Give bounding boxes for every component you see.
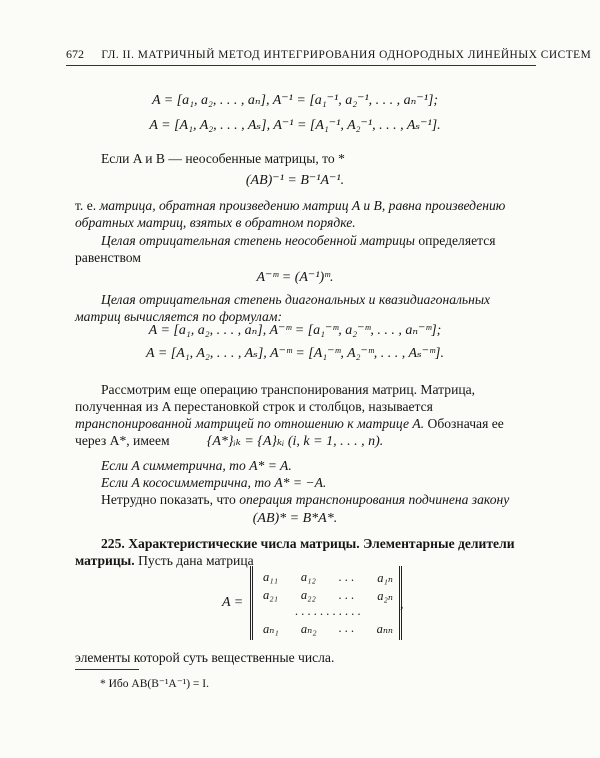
matrix-cell: . . .: [338, 588, 355, 602]
symmetric-text: Если A симметрична, то A* = A.: [101, 458, 292, 473]
inverse-product-statement: матрица, обратная произведению матриц A и B, равна произведению обратных матриц, взятых в обратном порядке.: [75, 198, 506, 230]
diagonal-statement: Целая отрицательная степень диагональных и квазидиагональных матриц вычисляется по формулам:: [75, 292, 491, 324]
symmetric-line: [75, 457, 527, 474]
transpose-text: Рассмотрим еще операцию транспонирования матриц. Матрица, полученная из A перестановкой строк и столбцов, называется: [75, 382, 476, 414]
matrix-cell: aₙₙ: [376, 622, 393, 636]
footnote: * Ибо AB(B⁻¹A⁻¹) = I.: [100, 678, 209, 690]
negative-power-italic: Целая отрицательная степень неособенной матрицы: [101, 233, 415, 248]
equation-6: A = [A₁, A₂, . . . , Aₛ], A⁻ᵐ = [A₁⁻ᵐ, A₂⁻ᵐ, . . . , Aₛ⁻ᵐ].: [146, 346, 444, 361]
transpose-law-italic: операция транспонирования подчинена закону: [239, 492, 510, 507]
matrix-row-n: [263, 621, 393, 637]
matrix-cell: . . .: [338, 621, 355, 635]
not-hard-text: Нетрудно показать, что: [101, 492, 236, 507]
section-title: Характеристические числа матрицы. Элементарные делители матрицы.: [75, 536, 515, 568]
equation-5: A = [a₁, a₂, . . . , aₙ], A⁻ᵐ = [a₁⁻ᵐ, a₂⁻ᵐ, . . . , aₙ⁻ᵐ];: [148, 323, 442, 338]
matrix-cell: aₙ₂: [300, 622, 317, 636]
matrix-cell: . . .: [338, 570, 355, 584]
transpose-end: Обозначая ее через A*, имеем: [75, 416, 504, 448]
matrix-row-2: [263, 588, 393, 604]
equation-8: (AB)* = B*A*.: [252, 511, 338, 526]
matrix-cell: a₂₁: [263, 588, 278, 602]
page-number: 672: [66, 47, 84, 61]
equation-4: A⁻ᵐ = (A⁻¹)ᵐ.: [256, 270, 334, 285]
footnote-rule: [75, 669, 139, 670]
equation-1: A = [a₁, a₂, . . . , aₙ], A⁻¹ = [a₁⁻¹, a₂⁻¹, . . . , aₙ⁻¹];: [151, 93, 439, 108]
matrix-cell: a₁₂: [300, 570, 316, 584]
skew-text: Если A кососимметрична, то A* = −A.: [101, 475, 327, 490]
paragraph-law: [75, 491, 527, 508]
matrix-row-1: [263, 570, 393, 586]
running-title: ГЛ. II. МАТРИЧНЫЙ МЕТОД ИНТЕГРИРОВАНИЯ ОДНОРОДНЫХ ЛИНЕЙНЫХ СИСТЕМ: [101, 49, 592, 61]
matrix-cell: aₙ₁: [263, 622, 279, 636]
paragraph-nonsingular: Если A и B — неособенные матрицы, то *: [101, 151, 345, 166]
transpose-definition: транспонированной матрицей по отношению к матрице A.: [75, 416, 425, 431]
matrix-A: [250, 566, 402, 640]
skew-line: [75, 474, 527, 491]
matrix-trailing-comma: ,: [400, 597, 404, 612]
negative-power-rest: определяется равенством: [75, 233, 496, 265]
paragraph-diagonal: [75, 291, 527, 325]
equation-2: A = [A₁, A₂, . . . , Aₛ], A⁻¹ = [A₁⁻¹, A₂⁻¹, . . . , Aₛ⁻¹].: [149, 118, 441, 133]
running-header: [66, 47, 592, 66]
section-number: 225.: [101, 536, 125, 551]
paragraph-negative-power: [75, 232, 527, 266]
matrix-row-dots: [263, 604, 393, 619]
equation-7: {A*}ᵢₖ = {A}ₖᵢ (i, k = 1, . . . , n).: [206, 434, 384, 449]
equation-3: (AB)⁻¹ = B⁻¹A⁻¹.: [245, 173, 345, 188]
matrix-cell: a₁ₙ: [377, 571, 393, 585]
matrix-cell: a₁₁: [263, 570, 278, 584]
section-intro: Пусть дана матрица: [138, 553, 254, 568]
matrix-cell: a₂₂: [300, 588, 316, 602]
matrix-dots: . . . . . . . . . . .: [295, 604, 361, 618]
section-225: [75, 535, 527, 569]
paragraph-elements: элементы которой суть вещественные числа.: [75, 650, 335, 665]
paragraph-inverse-product: [75, 197, 527, 231]
matrix-label: A =: [222, 595, 244, 610]
matrix-cell: a₂ₙ: [377, 589, 393, 603]
ie-prefix: т. е.: [75, 198, 97, 213]
